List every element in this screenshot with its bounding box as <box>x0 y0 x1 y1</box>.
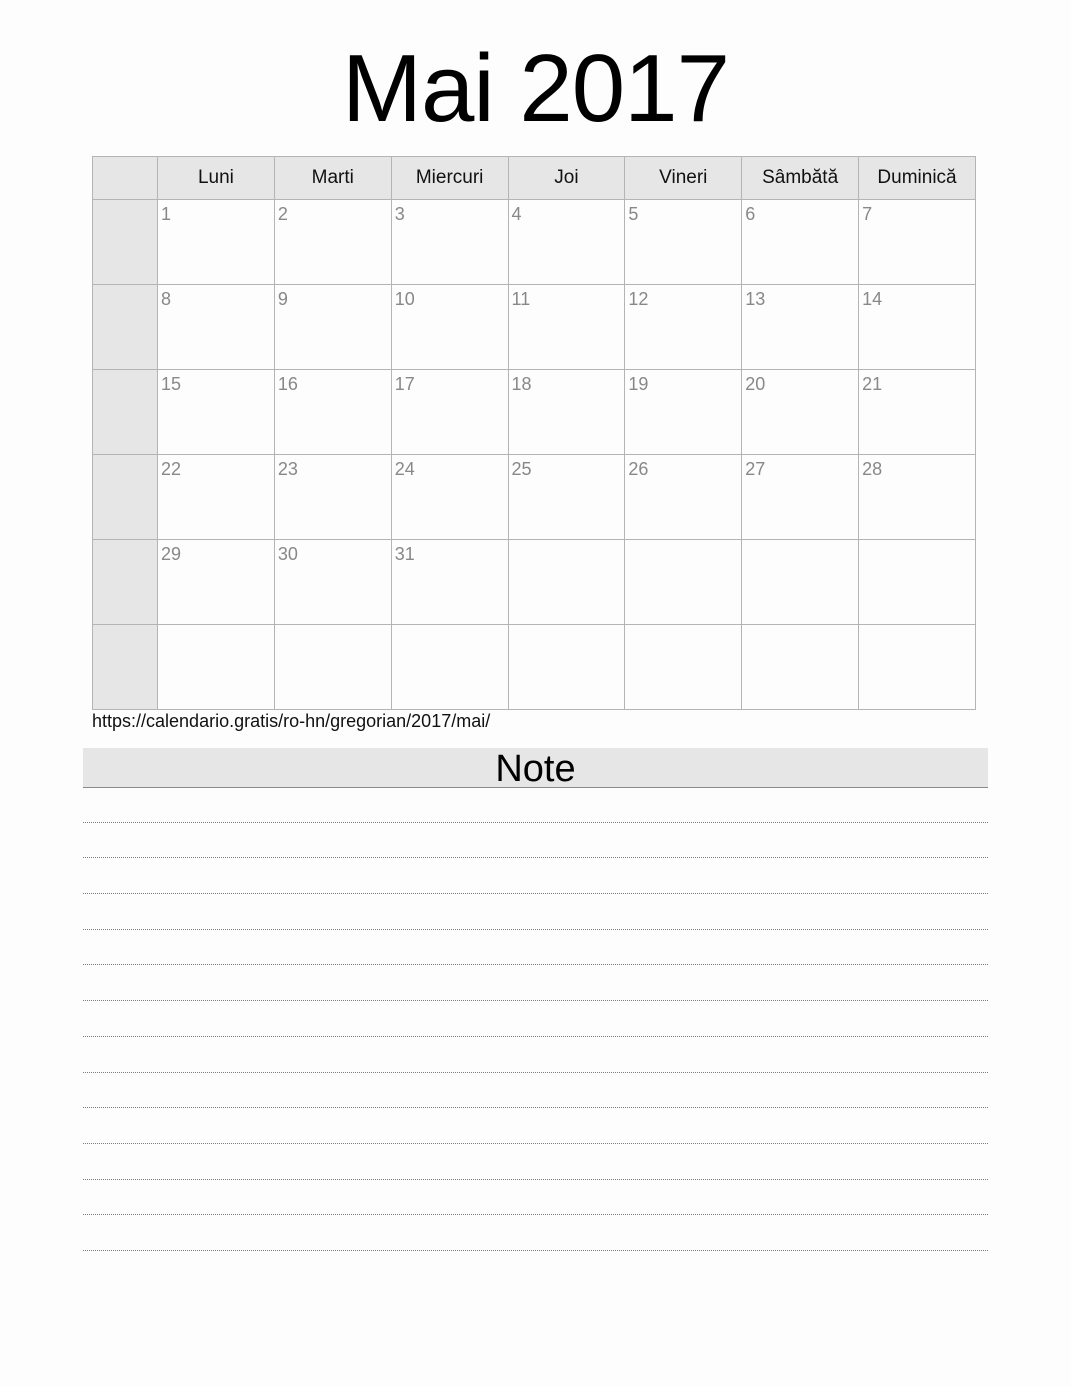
month-grid <box>92 156 976 710</box>
day-cell <box>508 625 625 710</box>
day-cell <box>158 625 275 710</box>
day-number: 12 <box>628 289 649 309</box>
day-number: 24 <box>394 459 415 479</box>
day-number: 10 <box>394 289 415 309</box>
day-number: 8 <box>161 289 172 309</box>
day-number <box>509 540 625 544</box>
day-cell <box>742 455 859 540</box>
week-column-header <box>93 157 158 200</box>
note-line <box>83 1144 988 1180</box>
day-number: 16 <box>277 374 298 394</box>
note-line <box>83 1108 988 1144</box>
weekday-header: Marti <box>274 157 391 200</box>
day-cell <box>742 625 859 710</box>
day-number: 6 <box>745 204 756 224</box>
day-cell <box>742 370 859 455</box>
day-cell <box>158 200 275 285</box>
day-cell <box>625 540 742 625</box>
day-cell <box>391 200 508 285</box>
note-line <box>83 1037 988 1073</box>
note-line <box>83 965 988 1001</box>
day-number: 11 <box>511 289 531 309</box>
day-cell <box>391 285 508 370</box>
day-cell <box>859 455 976 540</box>
weekday-header-row <box>93 157 976 200</box>
day-number <box>859 540 975 544</box>
note-line <box>83 930 988 966</box>
day-cell <box>274 625 391 710</box>
day-cell <box>158 455 275 540</box>
day-cell <box>274 200 391 285</box>
day-number: 5 <box>628 204 639 224</box>
day-number: 26 <box>628 459 649 479</box>
week-row <box>93 200 976 285</box>
note-line <box>83 1073 988 1109</box>
day-cell <box>158 370 275 455</box>
day-number: 27 <box>745 459 766 479</box>
day-number <box>859 625 975 629</box>
day-cell <box>508 200 625 285</box>
day-number: 18 <box>511 374 532 394</box>
day-cell <box>391 625 508 710</box>
day-cell <box>391 455 508 540</box>
day-cell <box>742 540 859 625</box>
day-number: 22 <box>161 459 182 479</box>
day-number <box>742 625 858 629</box>
note-line <box>83 1180 988 1216</box>
week-side-cell <box>93 540 158 625</box>
day-cell <box>625 200 742 285</box>
day-number: 9 <box>277 289 288 309</box>
week-side-cell <box>93 455 158 540</box>
day-cell <box>391 540 508 625</box>
day-cell <box>625 625 742 710</box>
day-number <box>392 625 508 629</box>
day-cell <box>625 285 742 370</box>
day-number <box>625 540 741 544</box>
day-number: 17 <box>394 374 415 394</box>
day-number: 29 <box>161 544 182 564</box>
day-number: 19 <box>628 374 649 394</box>
day-number <box>625 625 741 629</box>
week-side-cell <box>93 370 158 455</box>
day-number: 25 <box>511 459 532 479</box>
day-number: 2 <box>277 204 288 224</box>
notes-area <box>83 787 988 1251</box>
day-cell <box>859 370 976 455</box>
day-number: 20 <box>745 374 766 394</box>
day-cell <box>859 200 976 285</box>
day-number: 31 <box>394 544 415 564</box>
day-number <box>742 540 858 544</box>
day-cell <box>508 540 625 625</box>
calendar-title: Mai 2017 <box>342 35 729 142</box>
day-cell <box>508 370 625 455</box>
weekday-header: Vineri <box>625 157 742 200</box>
day-cell <box>274 370 391 455</box>
note-line <box>83 823 988 859</box>
day-number <box>275 625 391 629</box>
week-row <box>93 285 976 370</box>
day-number <box>158 625 274 629</box>
weekday-header: Duminică <box>859 157 976 200</box>
day-number: 7 <box>862 204 873 224</box>
day-cell <box>508 285 625 370</box>
weekday-header: Miercuri <box>391 157 508 200</box>
source-url: https://calendario.gratis/ro-hn/gregorian/2017/mai/ <box>92 711 491 731</box>
weekday-header: Joi <box>508 157 625 200</box>
note-line <box>83 1215 988 1251</box>
day-cell <box>625 370 742 455</box>
week-side-cell <box>93 625 158 710</box>
day-number: 23 <box>277 459 298 479</box>
day-number: 1 <box>161 204 172 224</box>
week-side-cell <box>93 200 158 285</box>
week-row <box>93 370 976 455</box>
day-number: 14 <box>862 289 883 309</box>
day-cell <box>859 540 976 625</box>
week-row <box>93 540 976 625</box>
weekday-header: Luni <box>158 157 275 200</box>
note-line <box>83 894 988 930</box>
day-cell <box>158 285 275 370</box>
day-number: 21 <box>862 374 883 394</box>
week-side-cell <box>93 285 158 370</box>
day-number: 13 <box>745 289 766 309</box>
weekday-header: Sâmbătă <box>742 157 859 200</box>
note-line <box>83 1001 988 1037</box>
day-cell <box>391 370 508 455</box>
day-number: 4 <box>511 204 522 224</box>
week-row <box>93 455 976 540</box>
day-cell <box>625 455 742 540</box>
day-cell <box>508 455 625 540</box>
day-cell <box>859 285 976 370</box>
day-number <box>509 625 625 629</box>
day-number: 15 <box>161 374 182 394</box>
day-cell <box>274 285 391 370</box>
day-cell <box>158 540 275 625</box>
note-line <box>83 787 988 823</box>
day-number: 30 <box>277 544 298 564</box>
day-cell <box>742 200 859 285</box>
day-cell <box>274 540 391 625</box>
note-line <box>83 858 988 894</box>
day-cell <box>274 455 391 540</box>
day-cell <box>859 625 976 710</box>
week-row <box>93 625 976 710</box>
notes-header: Note <box>83 748 988 788</box>
day-cell <box>742 285 859 370</box>
day-number: 28 <box>862 459 883 479</box>
day-number: 3 <box>394 204 405 224</box>
